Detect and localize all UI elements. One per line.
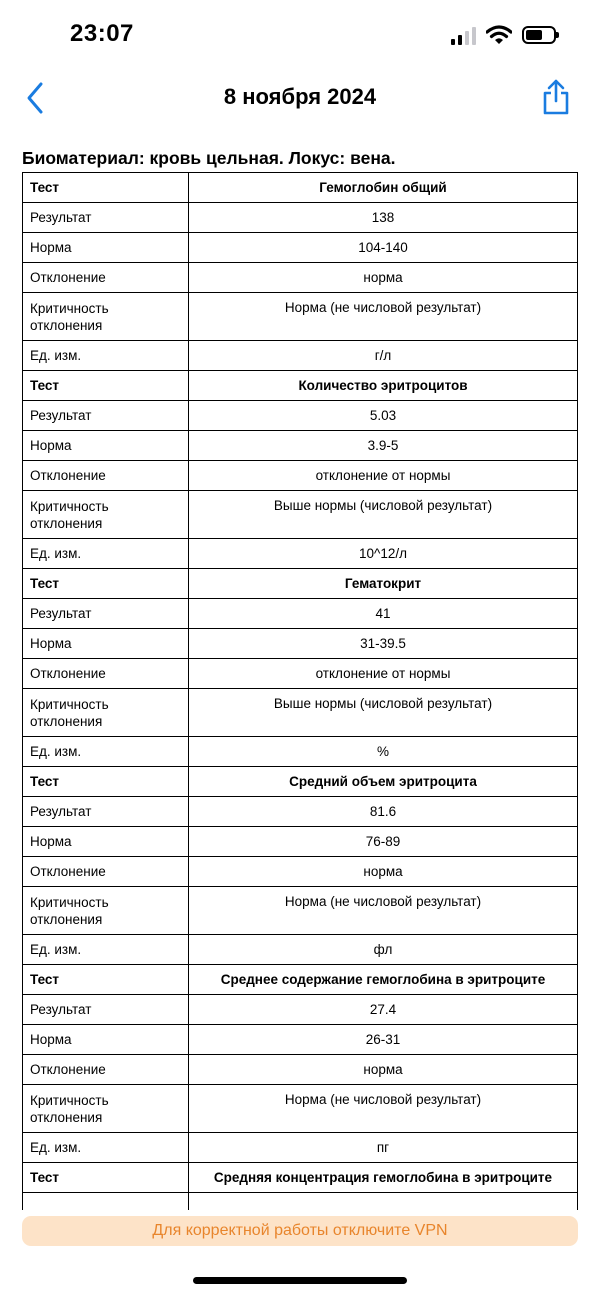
table-row-norm: [23, 233, 578, 263]
table-row-unit: [23, 341, 578, 371]
row-label: Критичность отклонения: [23, 689, 189, 737]
criticality-value: Норма (не числовой результат): [189, 1085, 578, 1133]
row-label: Тест: [23, 965, 189, 995]
row-label: Тест: [23, 1163, 189, 1193]
row-label: Норма: [23, 827, 189, 857]
row-label: Тест: [23, 371, 189, 401]
table-row-criticality: [23, 293, 578, 341]
table-row-criticality: [23, 1085, 578, 1133]
status-icons: [451, 24, 556, 46]
norm-value: 26-31: [189, 1025, 578, 1055]
table-row-deviation: [23, 1055, 578, 1085]
nav-bar: [0, 70, 600, 130]
row-label: Тест: [23, 173, 189, 203]
criticality-value: Выше нормы (числовой результат): [189, 689, 578, 737]
row-label: Результат: [23, 995, 189, 1025]
row-label: Результат: [23, 599, 189, 629]
row-label: Ед. изм.: [23, 1133, 189, 1163]
table-row-deviation: [23, 461, 578, 491]
test-name: Средняя концентрация гемоглобина в эритроците: [189, 1163, 578, 1193]
row-label: Отклонение: [23, 263, 189, 293]
table-row-criticality: [23, 491, 578, 539]
unit-value: %: [189, 737, 578, 767]
deviation-value: норма: [189, 1055, 578, 1085]
row-label: Отклонение: [23, 857, 189, 887]
table-row-norm: [23, 431, 578, 461]
row-label: Ед. изм.: [23, 935, 189, 965]
table-row-result: [23, 401, 578, 431]
result-value: 27.4: [189, 995, 578, 1025]
row-label: Норма: [23, 233, 189, 263]
vpn-warning-banner: Для корректной работы отключите VPN: [22, 1216, 578, 1246]
cellular-signal-icon: [451, 25, 476, 45]
row-label: Критичность отклонения: [23, 887, 189, 935]
table-row-norm: [23, 629, 578, 659]
row-label: Критичность отклонения: [23, 491, 189, 539]
norm-value: 104-140: [189, 233, 578, 263]
deviation-value: норма: [189, 857, 578, 887]
test-name: Количество эритроцитов: [189, 371, 578, 401]
table-row-result: [23, 797, 578, 827]
page-title: 8 ноября 2024: [223, 84, 377, 109]
result-value: 41: [189, 599, 578, 629]
table-row-test: [23, 173, 578, 203]
home-indicator[interactable]: [193, 1277, 407, 1284]
deviation-value: отклонение от нормы: [189, 659, 578, 689]
norm-value: 31-39.5: [189, 629, 578, 659]
test-name: Среднее содержание гемоглобина в эритроците: [189, 965, 578, 995]
table-row-result: [23, 599, 578, 629]
table-row-unit: [23, 1133, 578, 1163]
share-icon[interactable]: [540, 78, 572, 116]
deviation-value: отклонение от нормы: [189, 461, 578, 491]
row-label: Результат: [23, 203, 189, 233]
row-label: Отклонение: [23, 461, 189, 491]
row-label: Критичность отклонения: [23, 293, 189, 341]
result-value: 138: [189, 203, 578, 233]
result-value: 5.03: [189, 401, 578, 431]
result-value: 81.6: [189, 797, 578, 827]
table-row-test: [23, 767, 578, 797]
results-table: [22, 172, 578, 1210]
criticality-value: Норма (не числовой результат): [189, 887, 578, 935]
deviation-value: норма: [189, 263, 578, 293]
test-name: Гематокрит: [189, 569, 578, 599]
test-name: Гемоглобин общий: [189, 173, 578, 203]
row-label: Критичность отклонения: [23, 1085, 189, 1133]
table-row-test: [23, 569, 578, 599]
table-row-deviation: [23, 263, 578, 293]
unit-value: фл: [189, 935, 578, 965]
row-label: Результат: [23, 797, 189, 827]
row-label: Отклонение: [23, 659, 189, 689]
table-row-criticality: [23, 689, 578, 737]
table-row-result: [23, 203, 578, 233]
criticality-value: Норма (не числовой результат): [189, 293, 578, 341]
row-label: Отклонение: [23, 1055, 189, 1085]
row-label: Тест: [23, 569, 189, 599]
row-label: Норма: [23, 431, 189, 461]
table-row-unit: [23, 737, 578, 767]
row-label: Ед. изм.: [23, 341, 189, 371]
table-row-deviation: [23, 659, 578, 689]
table-row-criticality: [23, 887, 578, 935]
norm-value: 76-89: [189, 827, 578, 857]
criticality-value: Выше нормы (числовой результат): [189, 491, 578, 539]
row-label: Ед. изм.: [23, 737, 189, 767]
test-name: Средний объем эритроцита: [189, 767, 578, 797]
table-row-result: [23, 995, 578, 1025]
table-row-deviation: [23, 857, 578, 887]
table-row-norm: [23, 827, 578, 857]
results-content[interactable]: [22, 146, 578, 1210]
row-label: Тест: [23, 767, 189, 797]
unit-value: пг: [189, 1133, 578, 1163]
table-row-unit: [23, 539, 578, 569]
battery-icon: [522, 26, 556, 44]
unit-value: 10^12/л: [189, 539, 578, 569]
table-row-norm: [23, 1025, 578, 1055]
row-label: Результат: [23, 401, 189, 431]
table-row-test: [23, 965, 578, 995]
status-bar: [0, 0, 600, 70]
row-label: Норма: [23, 1025, 189, 1055]
wifi-icon: [486, 25, 512, 45]
table-row-unit: [23, 935, 578, 965]
unit-value: г/л: [189, 341, 578, 371]
row-label: Норма: [23, 629, 189, 659]
row-label: Ед. изм.: [23, 539, 189, 569]
table-row-result: [23, 1193, 578, 1211]
section-title: Биоматериал: кровь цельная. Локус: вена.: [22, 148, 396, 168]
norm-value: 3.9-5: [189, 431, 578, 461]
status-time: 23:07: [70, 20, 134, 47]
table-row-test: [23, 1163, 578, 1193]
table-row-test: [23, 371, 578, 401]
